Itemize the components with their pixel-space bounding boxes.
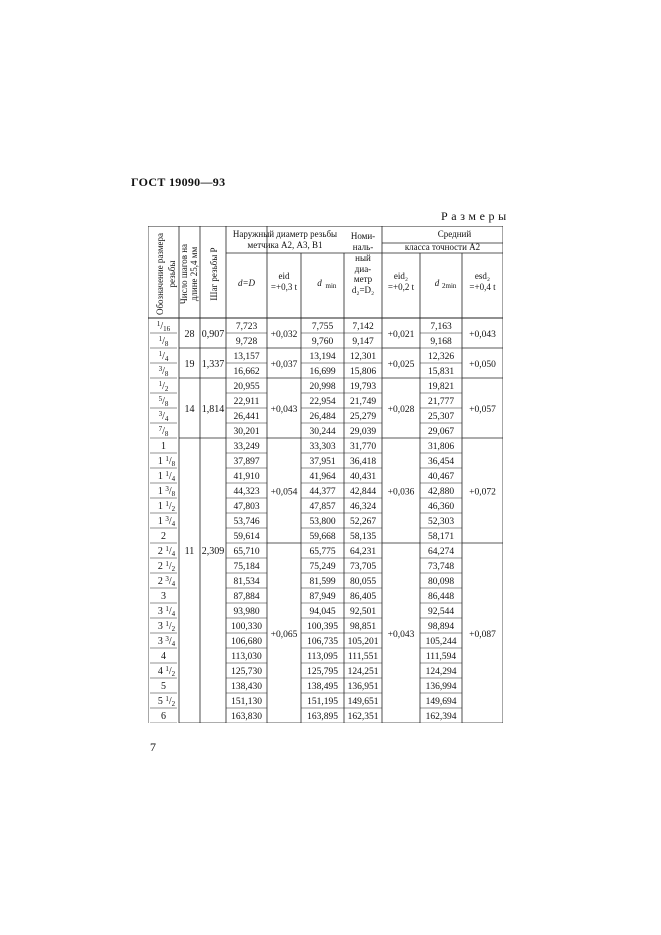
header-nominal-diameter: ный (355, 253, 371, 263)
row-nominal-d2: 86,405 (349, 592, 377, 602)
header-eid2: =+0,2 t (387, 282, 415, 292)
row-dmin: 138,495 (307, 682, 338, 692)
group-eid2: +0,025 (387, 360, 415, 370)
row-nominal-d2: 52,267 (349, 517, 377, 527)
row-d2min: 25,307 (427, 412, 455, 422)
header-nominal-diameter: Номи- (350, 231, 376, 241)
header-nominal-diameter: метр (353, 274, 373, 284)
row-outer-diameter: 100,330 (231, 622, 262, 632)
row-designation: 5 $^1/_2$ (157, 695, 176, 708)
row-d2min: 98,894 (427, 622, 455, 632)
row-nominal-d2: 19,793 (349, 382, 377, 392)
row-nominal-d2: 15,806 (349, 367, 377, 377)
header-tpi: длине 25,4 мм (189, 246, 199, 302)
group-esd2: +0,087 (469, 630, 496, 640)
row-outer-diameter: 125,730 (231, 667, 262, 677)
row-nominal-d2: 149,651 (347, 697, 379, 707)
row-nominal-d2: 111,551 (347, 652, 379, 662)
group-eid: +0,054 (270, 487, 298, 498)
row-d2min: 19,821 (427, 382, 455, 392)
row-dmin: 37,951 (309, 457, 336, 467)
row-d2min: 73,748 (427, 562, 455, 572)
row-designation: 3 $^3/_4$ (157, 635, 176, 648)
row-outer-diameter: 20,955 (233, 382, 260, 392)
group-esd2: +0,050 (469, 360, 496, 370)
row-nominal-d2: 7,142 (352, 322, 374, 332)
header-tpi: Число шагов на (179, 243, 189, 305)
header-eid: eid (278, 271, 290, 281)
row-dmin: 33,303 (309, 442, 336, 452)
row-d2min: 92,544 (427, 607, 455, 617)
row-d2min: 86,448 (427, 592, 455, 602)
page-number: 7 (150, 740, 156, 754)
row-d2min: 31,806 (427, 442, 455, 452)
group-tpi: 11 (184, 546, 195, 557)
row-designation: $^1/_{16}$ (156, 320, 171, 333)
row-outer-diameter: 106,680 (231, 637, 262, 647)
units-label: Размеры (441, 209, 510, 223)
row-d2min: 136,994 (425, 682, 457, 692)
row-outer-diameter: 33,249 (233, 442, 260, 452)
row-designation: 1 $^3/_8$ (157, 485, 176, 498)
row-outer-diameter: 44,323 (233, 487, 260, 497)
row-nominal-d2: 92,501 (349, 607, 377, 617)
row-designation: 1 $^1/_8$ (157, 455, 176, 468)
row-dmin: 7,755 (311, 322, 334, 332)
row-designation: 1 $^1/_4$ (157, 470, 176, 483)
row-d2min: 36,454 (427, 457, 455, 467)
row-nominal-d2: 64,231 (349, 547, 377, 557)
row-designation: $^1/_8$ (158, 335, 169, 348)
row-d2min: 7,163 (430, 322, 452, 332)
row-outer-diameter: 26,441 (233, 412, 260, 422)
row-d2min: 124,294 (425, 667, 457, 677)
row-d2min: 162,394 (425, 712, 457, 722)
row-d2min: 52,303 (427, 517, 455, 527)
group-eid: +0,043 (270, 405, 298, 415)
group-tpi: 19 (184, 359, 195, 370)
row-designation: $^3/_4$ (158, 410, 169, 423)
row-designation: $^3/_8$ (158, 365, 169, 378)
row-nominal-d2: 46,324 (349, 502, 377, 512)
group-esd2: +0,057 (469, 405, 496, 415)
row-dmin: 30,244 (309, 427, 336, 437)
row-designation: $^5/_8$ (158, 395, 169, 408)
group-tpi: 14 (184, 404, 195, 415)
row-designation: 1 $^3/_4$ (157, 515, 176, 528)
row-nominal-d2: 25,279 (349, 412, 377, 422)
row-nominal-d2: 29,039 (349, 427, 377, 437)
header-dmin-sub: min (325, 282, 337, 290)
row-outer-diameter: 9,728 (235, 337, 258, 347)
table-svg (148, 226, 503, 723)
group-pitch: 2,309 (201, 546, 225, 557)
group-eid: +0,032 (270, 330, 298, 340)
header-nominal-diameter: наль- (352, 242, 374, 252)
row-designation: 2 (161, 531, 166, 542)
group-eid2: +0,043 (387, 630, 415, 640)
row-dmin: 113,095 (307, 652, 338, 662)
header-accuracy-class: класса точности А2 (404, 242, 481, 252)
row-outer-diameter: 30,201 (233, 427, 260, 437)
header-d2min-sub: 2min (442, 282, 457, 290)
row-designation: 3 (161, 591, 166, 602)
row-outer-diameter: 81,534 (233, 577, 260, 587)
row-dmin: 106,735 (307, 637, 338, 647)
header-d-eq-D: d=D (237, 278, 256, 288)
thread-dimensions-table (148, 226, 503, 723)
row-designation: 1 $^1/_2$ (157, 500, 176, 513)
group-eid: +0,065 (270, 630, 298, 640)
row-outer-diameter: 163,830 (231, 712, 262, 722)
row-outer-diameter: 41,910 (233, 472, 260, 482)
row-outer-diameter: 47,803 (233, 502, 260, 512)
row-nominal-d2: 80,055 (349, 577, 377, 587)
row-outer-diameter: 93,980 (233, 607, 260, 617)
row-d2min: 111,594 (425, 652, 457, 662)
row-d2min: 58,171 (427, 532, 455, 542)
header-d2min: d (434, 278, 440, 288)
row-dmin: 87,949 (309, 592, 336, 602)
row-designation: 2 $^1/_4$ (157, 545, 176, 558)
row-dmin: 163,895 (307, 712, 338, 722)
row-nominal-d2: 31,770 (349, 442, 377, 452)
row-designation: 3 $^1/_4$ (157, 605, 176, 618)
row-dmin: 81,599 (309, 577, 336, 587)
row-outer-diameter: 37,897 (233, 457, 260, 467)
row-outer-diameter: 59,614 (233, 532, 260, 542)
row-d2min: 12,326 (427, 352, 455, 362)
row-d2min: 64,274 (427, 547, 455, 557)
row-dmin: 59,668 (309, 532, 336, 542)
group-esd2: +0,072 (469, 487, 496, 498)
row-nominal-d2: 73,705 (349, 562, 377, 572)
row-nominal-d2: 21,749 (349, 397, 377, 407)
row-nominal-d2: 12,301 (349, 352, 377, 362)
row-d2min: 29,067 (427, 427, 455, 437)
group-eid2: +0,036 (387, 487, 415, 498)
header-outer-diameter: Наружный диаметр резьбы (232, 229, 338, 239)
row-nominal-d2: 136,951 (347, 682, 379, 692)
row-d2min: 80,098 (427, 577, 455, 587)
group-pitch: 1,337 (201, 359, 225, 370)
header-eid2: eid₂ (393, 271, 409, 281)
row-dmin: 47,857 (309, 502, 336, 512)
row-d2min: 9,168 (430, 337, 452, 347)
header-designation: Обозначение размера (155, 232, 165, 316)
row-dmin: 75,249 (309, 562, 336, 572)
row-dmin: 16,699 (309, 367, 336, 377)
document-title: ГОСТ 19090—93 (131, 175, 226, 189)
header-dmin: d (317, 278, 322, 288)
header-designation: резьбы (167, 260, 177, 288)
row-d2min: 149,694 (425, 697, 457, 707)
row-designation: $^1/_2$ (158, 380, 169, 393)
row-d2min: 40,467 (427, 472, 455, 482)
row-d2min: 46,360 (427, 502, 455, 512)
row-outer-diameter: 22,911 (233, 397, 260, 407)
row-designation: 2 $^3/_4$ (157, 575, 176, 588)
header-eid: =+0,3 t (270, 282, 298, 292)
row-designation: 5 (161, 681, 166, 692)
row-dmin: 41,964 (309, 472, 336, 482)
row-nominal-d2: 36,418 (349, 457, 377, 467)
row-dmin: 13,194 (309, 352, 336, 362)
row-d2min: 15,831 (427, 367, 455, 377)
group-esd2: +0,043 (469, 330, 496, 340)
row-nominal-d2: 162,351 (347, 712, 379, 722)
row-designation: 3 $^1/_2$ (157, 620, 176, 633)
group-eid: +0,037 (270, 360, 298, 370)
header-esd2: esd₂ (474, 271, 491, 281)
row-dmin: 22,954 (309, 397, 336, 407)
row-outer-diameter: 53,746 (233, 517, 260, 527)
row-d2min: 21,777 (427, 397, 455, 407)
group-tpi: 28 (184, 329, 195, 340)
group-eid2: +0,021 (387, 330, 415, 340)
row-nominal-d2: 105,201 (347, 637, 379, 647)
header-outer-diameter: метчика А2, А3, В1 (247, 240, 323, 250)
row-outer-diameter: 75,184 (233, 562, 260, 572)
row-designation: 2 $^1/_2$ (157, 560, 176, 573)
row-dmin: 9,760 (311, 337, 334, 347)
row-dmin: 94,045 (309, 607, 336, 617)
row-outer-diameter: 138,430 (231, 682, 262, 692)
header-pitch: Шаг резьбы P (209, 247, 219, 301)
group-eid2: +0,028 (387, 405, 415, 415)
header-nominal-diameter: d₂=D₂ (351, 285, 375, 295)
row-dmin: 100,395 (307, 622, 338, 632)
row-nominal-d2: 124,251 (347, 667, 379, 677)
row-designation: $^1/_4$ (158, 350, 169, 363)
row-outer-diameter: 16,662 (233, 367, 260, 377)
row-outer-diameter: 151,130 (231, 697, 262, 707)
row-designation: 1 (161, 441, 166, 452)
row-designation: 6 (161, 711, 166, 722)
row-dmin: 20,998 (309, 382, 336, 392)
row-dmin: 65,775 (309, 547, 336, 557)
row-d2min: 42,880 (427, 487, 455, 497)
header-middle: Средний (437, 229, 472, 239)
row-d2min: 105,244 (425, 637, 457, 647)
row-nominal-d2: 40,431 (349, 472, 377, 482)
row-nominal-d2: 9,147 (352, 337, 374, 347)
row-nominal-d2: 42,844 (349, 487, 377, 497)
row-dmin: 125,795 (307, 667, 338, 677)
row-designation: 4 $^1/_2$ (157, 665, 176, 678)
row-dmin: 44,377 (309, 487, 336, 497)
group-pitch: 1,814 (201, 404, 225, 415)
row-dmin: 26,484 (309, 412, 336, 422)
row-dmin: 151,195 (307, 697, 338, 707)
row-outer-diameter: 87,884 (233, 592, 260, 602)
row-outer-diameter: 7,723 (235, 322, 258, 332)
row-designation: $^7/_8$ (158, 425, 169, 438)
row-designation: 4 (161, 651, 166, 662)
row-nominal-d2: 98,851 (349, 622, 377, 632)
row-outer-diameter: 13,157 (233, 352, 260, 362)
header-esd2: =+0,4 t (469, 282, 496, 292)
header-nominal-diameter: диа- (354, 264, 372, 274)
row-outer-diameter: 113,030 (231, 652, 262, 662)
group-pitch: 0,907 (201, 329, 225, 340)
row-dmin: 53,800 (309, 517, 336, 527)
row-outer-diameter: 65,710 (233, 547, 260, 557)
row-nominal-d2: 58,135 (349, 532, 377, 542)
